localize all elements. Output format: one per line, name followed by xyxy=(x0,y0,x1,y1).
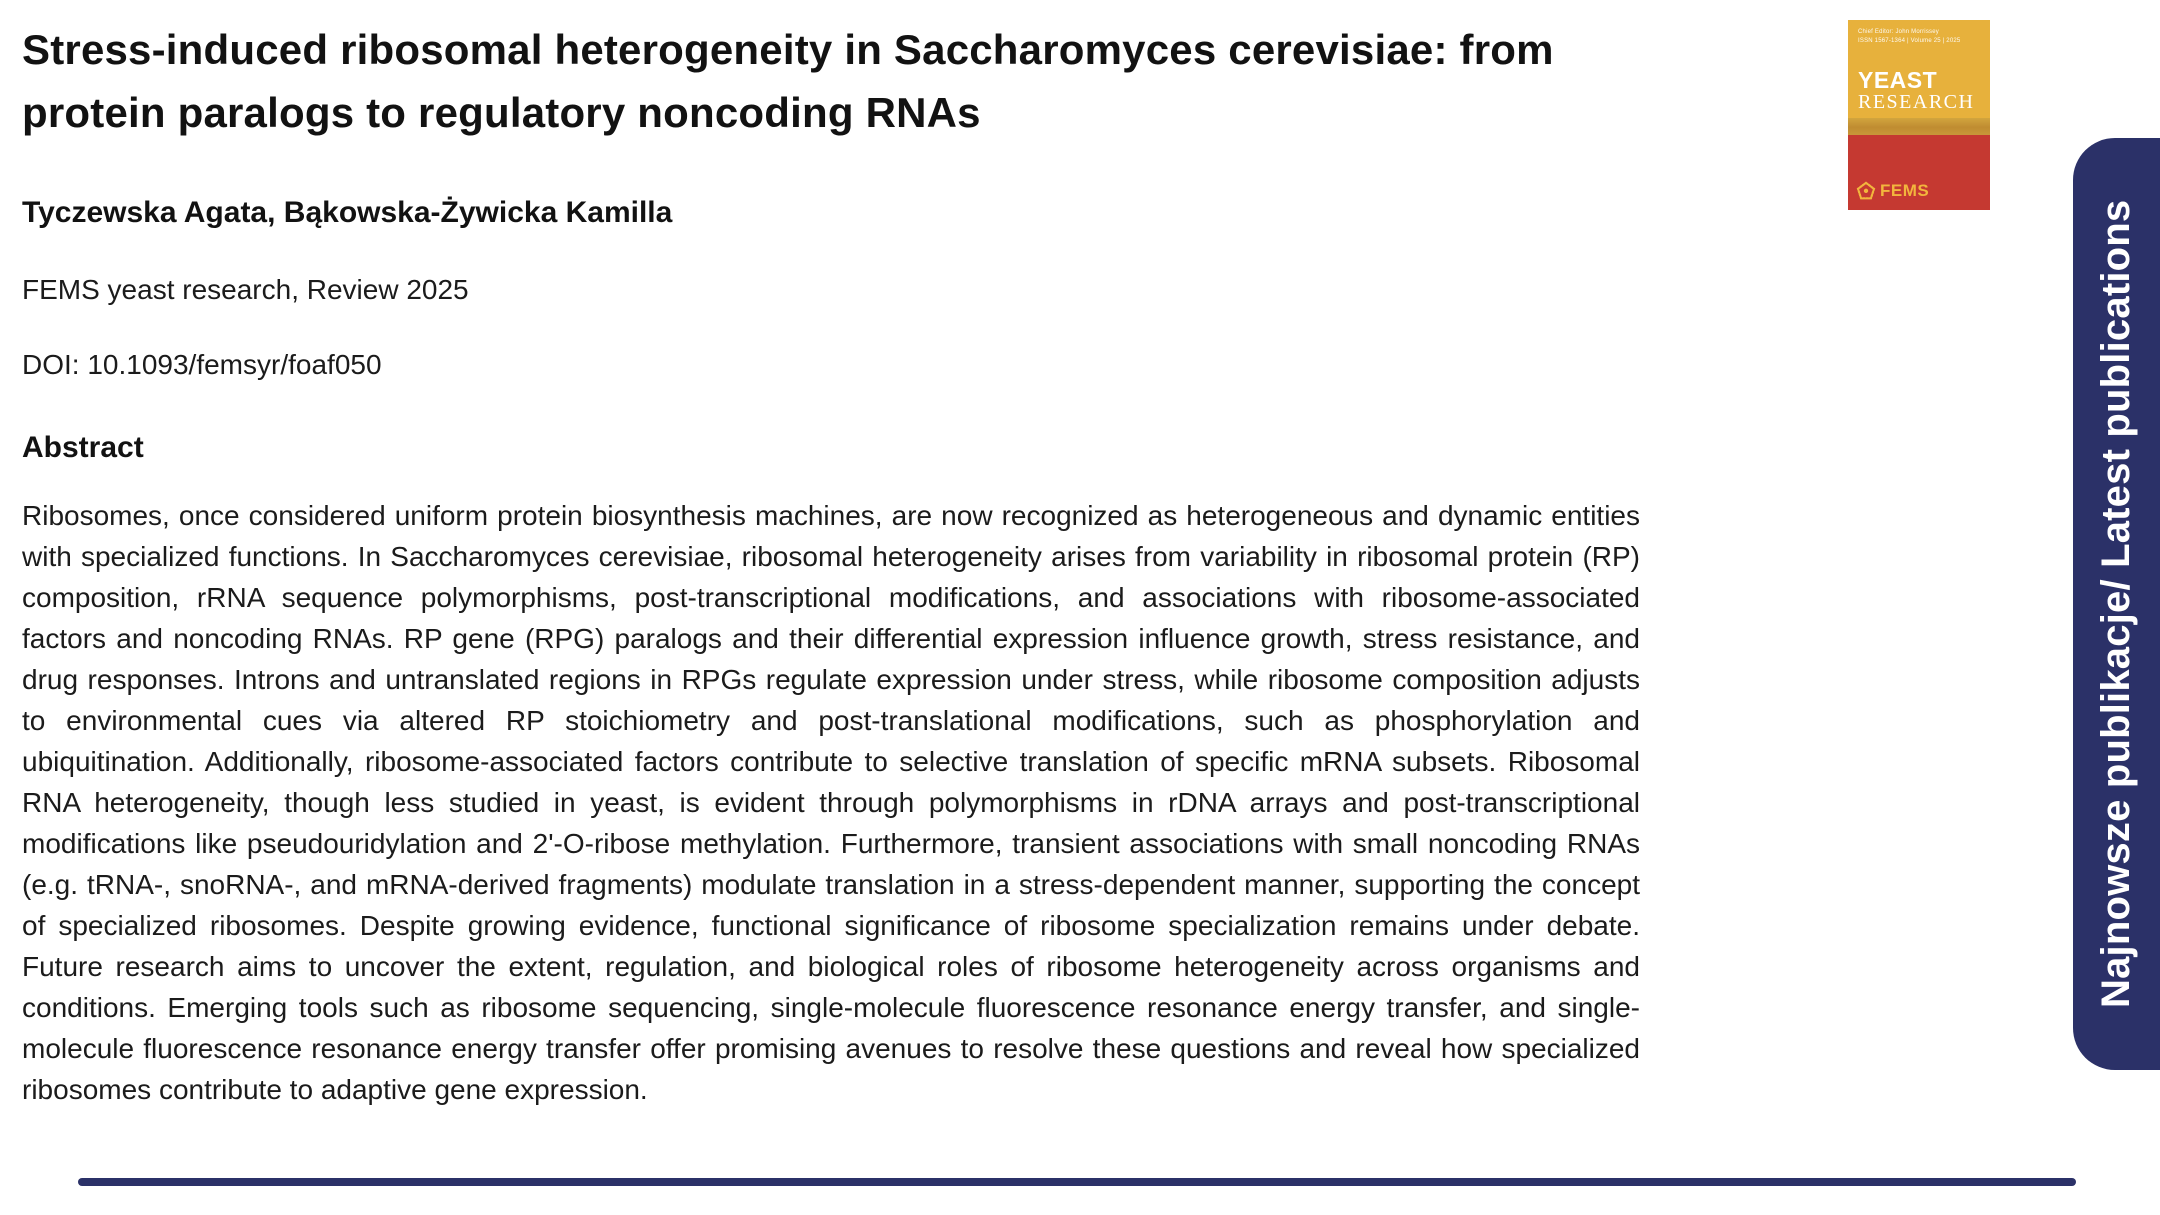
cover-issn-line: ISSN 1567-1364 | Volume 25 | 2025 xyxy=(1858,38,1961,44)
authors-line: Tyczewska Agata, Bąkowska-Żywicka Kamilla xyxy=(22,196,673,229)
fems-logo-text: FEMS xyxy=(1880,181,1930,200)
fems-logo xyxy=(1856,181,1929,201)
latest-publications-tab-label: Najnowsze publikacje/ Latest publications xyxy=(2094,199,2138,1009)
cover-title-yeast: YEAST xyxy=(1858,67,1938,93)
journal-line: FEMS yeast research, Review 2025 xyxy=(22,274,469,305)
journal-cover-thumbnail xyxy=(1848,20,1990,210)
cover-title-research: RESEARCH xyxy=(1858,91,1975,113)
doi-line: DOI: 10.1093/femsyr/foaf050 xyxy=(22,349,382,380)
page-title: Stress-induced ribosomal heterogeneity in Saccharomyces cerevisiae: from protein paralogs to regulatory noncoding RNAs xyxy=(22,26,1554,136)
bottom-divider-rule xyxy=(78,1178,2076,1186)
cover-editor-line: Chief Editor: John Morrissey xyxy=(1858,29,1939,35)
abstract-text: Ribosomes, once considered uniform protein biosynthesis machines, are now recognized as heterogeneous and dynamic entities with specialized functions. In Saccharomyces cerevisiae, ribosomal heterogeneity arises from variability in ribosomal protein (RP) composition, rRNA sequence polymorphisms, post-transcriptional modifications, and associations with ribosome-associated factors and noncoding RNAs. RP gene (RPG) paralogs and their differential expression influence growth, stress resistance, and drug responses. Introns and untranslated regions in RPGs regulate expression under stress, while ribosome composition adjusts to environmental cues via altered RP stoichiometry and post-translational modifications, such as phosphorylation and ubiquitination. Additionally, ribosome-associated factors contribute to selective translation of specific mRNA subsets. Ribosomal RNA heterogeneity, though less studied in yeast, is evident through polymorphisms in rDNA arrays and post-transcriptional modifications like pseudouridylation and 2'-O-ribose methylation. Furthermore, transient associations with small noncoding RNAs (e.g. tRNA-, snoRNA-, and mRNA-derived fragments) modulate translation in a stress-dependent manner, supporting the concept of specialized ribosomes. Despite growing evidence, functional significance of ribosome specialization remains under debate. Future research aims to uncover the extent, regulation, and biological roles of ribosome heterogeneity across organisms and conditions. Emerging tools such as ribosome sequencing, single-molecule fluorescence resonance energy transfer, and single-molecule fluorescence resonance energy transfer offer promising avenues to resolve these questions and reveal how specialized ribosomes contribute to adaptive gene expression. xyxy=(22,500,1640,1105)
abstract-heading: Abstract xyxy=(22,431,144,464)
publication-summary xyxy=(22,18,1662,1110)
fems-pentagon-wreath-icon xyxy=(1856,181,1876,201)
cover-divider-band xyxy=(1848,118,1990,135)
cover-top-section xyxy=(1848,20,1990,118)
latest-publications-tab[interactable] xyxy=(2073,138,2160,1070)
cover-bottom-section xyxy=(1848,135,1990,210)
